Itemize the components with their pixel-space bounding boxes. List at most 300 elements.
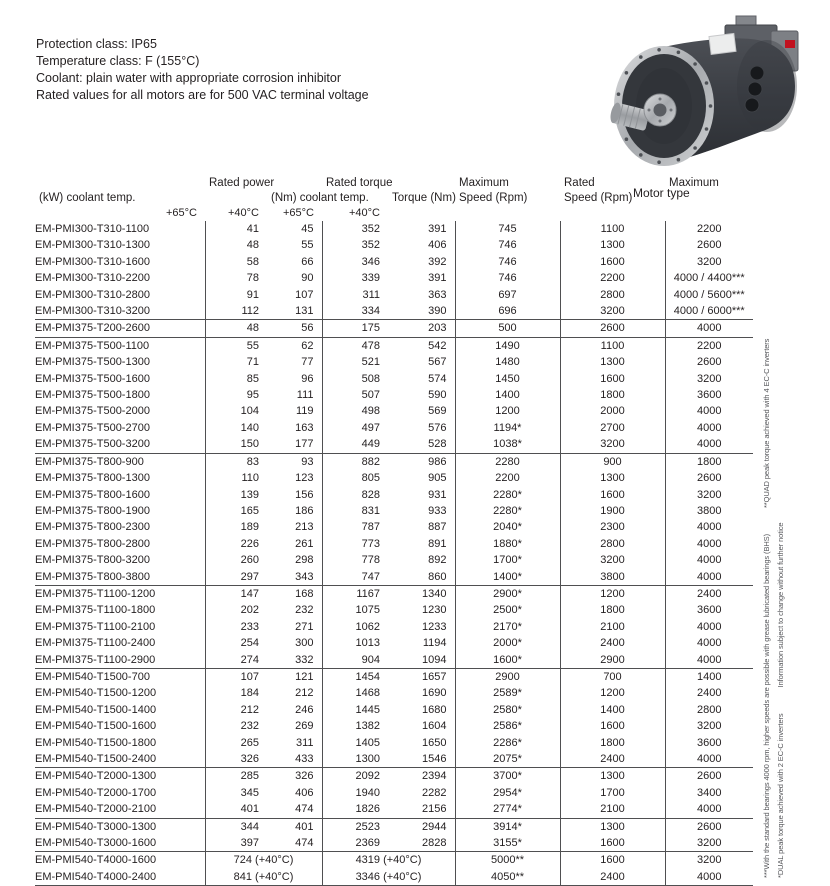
table-row: [35, 801, 753, 818]
torque-40-cell: 887: [428, 521, 447, 534]
torque-65-cell: 1382: [322, 718, 388, 734]
torque-40-cell: 1230: [422, 604, 447, 617]
torque-40-cell: 1650: [422, 736, 447, 749]
motor-type-cell: EM-PMI540-T3000-1300: [35, 820, 157, 833]
power-40-cell: 406: [295, 786, 314, 799]
power-40-cell: 311: [295, 736, 314, 749]
torque-65-cell: 1075: [322, 602, 388, 618]
max-torque-cell: 2280*: [455, 487, 560, 503]
torque-40-cell: 576: [428, 421, 447, 434]
power-65-cell: 139: [205, 487, 267, 503]
torque-40-cell: 1094: [388, 652, 455, 669]
max-torque-cell: 3700*: [455, 768, 560, 785]
footnote-column-2: [776, 523, 786, 879]
max-speed-cell: 3600: [665, 735, 753, 751]
torque-40-cell: 986: [428, 455, 447, 468]
rated-speed-cell: 1300: [560, 818, 665, 835]
power-40-cell: 269: [295, 720, 314, 733]
table-row: [35, 751, 753, 768]
power-40-cell: 433: [267, 751, 322, 768]
power-40-cell: 62: [301, 339, 314, 352]
max-torque-cell: 2200: [455, 470, 560, 486]
max-torque-cell: 2954*: [455, 785, 560, 801]
footnote-standard-bearings: ***With the standard bearings 4000 rpm, higher speeds are possible with grease lubricated bearings (BHS): [762, 534, 771, 878]
power-40-cell: 401: [295, 820, 314, 833]
torque-40-cell: 2828: [388, 835, 455, 852]
footnote-dual-torque: *DUAL peak torque achieved with 2 EC-C inverters: [776, 713, 785, 878]
header-power-40: +40°C: [227, 207, 259, 219]
torque-65-cell: 805: [322, 470, 388, 486]
torque-65-cell: 2092: [322, 768, 388, 785]
torque-65-cell: 778: [322, 552, 388, 568]
max-speed-cell: 4000: [665, 536, 753, 552]
motor-type-cell: EM-PMI375-T800-3200: [35, 554, 150, 567]
max-torque-cell: 2774*: [455, 801, 560, 818]
torque-combined-cell: 3346 (+40°C): [322, 869, 455, 886]
footnote-column-1: [762, 339, 772, 878]
rated-speed-cell: 1600: [560, 254, 665, 270]
spec-line-temperature: Temperature class: F (155°C): [36, 54, 200, 68]
table-row: [35, 420, 753, 436]
power-65-cell: 397: [205, 835, 267, 852]
power-65-cell: 110: [205, 470, 267, 486]
table-row: [35, 619, 753, 635]
power-40-cell: 271: [295, 620, 314, 633]
max-torque-cell: 2586*: [455, 718, 560, 734]
max-speed-cell: 2200: [665, 221, 753, 237]
table-row: [35, 552, 753, 568]
max-speed-cell: 4000: [665, 569, 753, 586]
max-torque-cell: 1200: [455, 403, 560, 419]
max-speed-cell: 4000: [665, 751, 753, 768]
table-row: [35, 487, 753, 503]
power-40-cell: 298: [295, 554, 314, 567]
max-torque-cell: 1700*: [455, 552, 560, 568]
power-65-cell: 95: [205, 387, 267, 403]
motor-type-cell: EM-PMI540-T4000-2400: [35, 869, 205, 886]
table-row: [35, 453, 753, 470]
power-40-cell: 300: [295, 637, 314, 650]
power-65-cell: 83: [205, 453, 267, 470]
rated-speed-cell: 2800: [560, 536, 665, 552]
max-speed-cell: 4000: [665, 635, 753, 651]
torque-65-cell: 339: [322, 270, 388, 286]
motor-type-cell: EM-PMI540-T3000-1600: [35, 835, 205, 852]
max-speed-cell: 4000: [665, 320, 753, 337]
torque-65-cell: 787: [322, 519, 388, 535]
rated-speed-cell: 1800: [560, 735, 665, 751]
torque-65-cell: 1013: [322, 635, 388, 651]
motor-type-cell: EM-PMI375-T500-1800: [35, 389, 150, 402]
table-header: [35, 176, 753, 221]
max-torque-cell: 1880*: [455, 536, 560, 552]
max-torque-cell: 2040*: [455, 519, 560, 535]
header-rated-speed-1: Rated: [564, 177, 595, 189]
torque-65-cell: 773: [322, 536, 388, 552]
max-torque-cell: 1490: [455, 337, 560, 354]
max-torque-cell: 1038*: [455, 436, 560, 453]
power-40-cell: 131: [267, 303, 322, 320]
power-65-cell: 285: [205, 768, 267, 785]
header-torque-65: +65°C: [282, 207, 314, 219]
power-65-cell: 184: [205, 685, 267, 701]
power-combined-cell: 724 (+40°C): [205, 852, 322, 869]
motor-type-cell: EM-PMI540-T1500-2400: [35, 751, 205, 768]
max-torque-cell: 1480: [455, 354, 560, 370]
torque-40-cell: 569: [428, 405, 447, 418]
header-rated-torque: Rated torque: [326, 177, 393, 189]
motor-spec-table: [35, 176, 753, 886]
rated-speed-cell: 1300: [560, 237, 665, 253]
table-row: [35, 768, 753, 785]
max-speed-cell: 4000: [665, 403, 753, 419]
power-40-cell: 45: [301, 223, 314, 235]
motor-type-cell: EM-PMI540-T2000-2100: [35, 801, 205, 818]
table-row: [35, 668, 753, 685]
max-speed-cell: 2600: [665, 354, 753, 370]
header-rated-power: Rated power: [209, 177, 275, 189]
motor-type-cell: EM-PMI375-T500-2700: [35, 421, 150, 434]
torque-65-cell: 478: [322, 337, 388, 354]
torque-65-cell: 449: [322, 436, 388, 453]
torque-65-cell: 1300: [322, 751, 388, 768]
rated-speed-cell: 2100: [560, 619, 665, 635]
rated-speed-cell: 2200: [560, 270, 665, 286]
max-speed-cell: 4000: [665, 652, 753, 669]
torque-65-cell: 828: [322, 487, 388, 503]
rated-speed-cell: 2900: [560, 652, 665, 669]
max-torque-cell: 2170*: [455, 619, 560, 635]
rated-speed-cell: 1900: [560, 503, 665, 519]
max-torque-cell: 1194*: [455, 420, 560, 436]
power-65-cell: 107: [205, 668, 267, 685]
rated-speed-cell: 1400: [560, 702, 665, 718]
max-torque-cell: 745: [455, 221, 560, 237]
power-65-cell: 55: [205, 337, 267, 354]
max-torque-cell: 1450: [455, 371, 560, 387]
motor-type-cell: EM-PMI375-T800-1300: [35, 472, 150, 485]
rated-speed-cell: 2600: [560, 320, 665, 337]
rated-speed-cell: 1600: [560, 371, 665, 387]
header-rated-power-sub: (kW) coolant temp.: [39, 192, 136, 204]
power-65-cell: 254: [205, 635, 267, 651]
torque-65-cell: 1826: [322, 801, 388, 818]
power-65-cell: 165: [205, 503, 267, 519]
torque-40-cell: 891: [428, 537, 447, 550]
motor-nameplate: [709, 33, 736, 54]
torque-40-cell: 933: [428, 504, 447, 517]
table-row: [35, 635, 753, 651]
table-row: [35, 470, 753, 486]
power-65-cell: 202: [205, 602, 267, 618]
torque-40-cell: 931: [428, 488, 447, 501]
motor-type-cell: EM-PMI540-T1500-1600: [35, 720, 157, 733]
torque-65-cell: 831: [322, 503, 388, 519]
power-40-cell: 474: [267, 835, 322, 852]
table-row: [35, 602, 753, 618]
motor-type-cell: EM-PMI300-T310-2200: [35, 272, 150, 285]
spec-line-protection: Protection class: IP65: [36, 37, 157, 51]
power-40-cell: 156: [295, 488, 314, 501]
motor-type-cell: EM-PMI540-T1500-1800: [35, 736, 157, 749]
table-row: [35, 403, 753, 419]
rated-speed-cell: 2400: [560, 869, 665, 886]
table-row: [35, 735, 753, 751]
rated-speed-cell: 2800: [560, 287, 665, 303]
torque-40-cell: 567: [428, 356, 447, 369]
table-row: [35, 818, 753, 835]
torque-40-cell: 391: [428, 272, 447, 285]
max-speed-cell: 4000 / 6000***: [665, 303, 753, 320]
max-torque-cell: 2280*: [455, 503, 560, 519]
motor-type-cell: EM-PMI375-T800-1600: [35, 488, 150, 501]
power-40-cell: 232: [295, 604, 314, 617]
power-40-cell: 163: [295, 421, 314, 434]
table-row: [35, 354, 753, 370]
power-65-cell: 150: [205, 436, 267, 453]
motor-red-label: [785, 40, 795, 48]
power-40-cell: 168: [295, 587, 314, 600]
power-40-cell: 121: [295, 670, 314, 683]
max-torque-cell: 2900: [455, 668, 560, 685]
footnote-info-subject: Information subject to change without further notice: [776, 522, 785, 688]
max-speed-cell: 4000: [665, 519, 753, 535]
power-40-cell: 246: [295, 703, 314, 716]
power-40-cell: 111: [296, 389, 314, 402]
motor-type-cell: EM-PMI375-T500-1100: [35, 339, 150, 352]
motor-type-cell: EM-PMI375-T800-2800: [35, 537, 150, 550]
rated-speed-cell: 1800: [560, 602, 665, 618]
power-65-cell: 344: [205, 818, 267, 835]
cable-gland-icon: [750, 66, 764, 80]
power-65-cell: 58: [205, 254, 267, 270]
power-65-cell: 85: [205, 371, 267, 387]
torque-40-cell: 892: [428, 554, 447, 567]
motor-type-cell: EM-PMI300-T310-1100: [35, 223, 150, 235]
power-65-cell: 233: [205, 619, 267, 635]
header-max-speed-2: Speed (Rpm): [564, 192, 633, 204]
motor-type-cell: EM-PMI375-T1100-2400: [35, 637, 156, 650]
table-row: [35, 371, 753, 387]
rated-speed-cell: 1200: [560, 685, 665, 701]
power-65-cell: 78: [205, 270, 267, 286]
motor-type-cell: EM-PMI540-T4000-1600: [35, 854, 157, 867]
max-speed-cell: 2600: [665, 237, 753, 253]
power-40-cell: 90: [301, 272, 314, 285]
power-40-cell: 186: [295, 504, 314, 517]
power-65-cell: 226: [205, 536, 267, 552]
max-speed-cell: 3600: [665, 387, 753, 403]
torque-65-cell: 1454: [322, 668, 388, 685]
table-row: [35, 835, 753, 852]
max-torque-cell: 697: [455, 287, 560, 303]
max-torque-cell: 3155*: [455, 835, 560, 852]
power-65-cell: 297: [205, 569, 267, 586]
motor-type-cell: EM-PMI540-T1500-1400: [35, 703, 157, 716]
power-65-cell: 212: [205, 702, 267, 718]
max-speed-cell: 4000: [665, 436, 753, 453]
torque-65-cell: 1445: [322, 702, 388, 718]
torque-65-cell: 1940: [322, 785, 388, 801]
power-40-cell: 343: [267, 569, 322, 586]
table-row: [35, 785, 753, 801]
max-speed-cell: 2600: [665, 768, 753, 785]
torque-40-cell: 2944: [422, 820, 447, 833]
max-speed-cell: 4000: [665, 619, 753, 635]
torque-40-cell: 574: [428, 372, 447, 385]
torque-65-cell: 352: [322, 221, 388, 237]
motor-type-cell: EM-PMI375-T200-2600: [35, 320, 205, 337]
power-65-cell: 48: [205, 320, 267, 337]
rated-speed-cell: 2400: [560, 635, 665, 651]
cable-gland-icon: [748, 82, 762, 96]
max-torque-cell: 5000**: [455, 852, 560, 869]
power-65-cell: 140: [205, 420, 267, 436]
motor-type-cell: EM-PMI375-T1100-2900: [35, 652, 205, 669]
torque-40-cell: 590: [428, 389, 447, 402]
torque-65-cell: 1167: [322, 585, 388, 602]
table-row: [35, 569, 753, 586]
torque-40-cell: 1340: [422, 587, 447, 600]
motor-type-cell: EM-PMI375-T500-1600: [35, 372, 150, 385]
max-torque-cell: 500: [455, 320, 560, 337]
torque-40-cell: 2282: [422, 786, 447, 799]
max-speed-cell: 2400: [665, 685, 753, 701]
table-row: [35, 536, 753, 552]
rated-speed-cell: 3200: [560, 303, 665, 320]
table-row: [35, 718, 753, 734]
power-40-cell: 213: [295, 521, 314, 534]
max-speed-cell: 3200: [665, 852, 753, 869]
max-torque-cell: 2500*: [455, 602, 560, 618]
power-65-cell: 189: [205, 519, 267, 535]
max-torque-cell: 746: [455, 237, 560, 253]
rated-speed-cell: 1600: [560, 835, 665, 852]
power-40-cell: 107: [295, 288, 314, 301]
motor-type-cell: EM-PMI375-T1100-1800: [35, 604, 156, 617]
rated-speed-cell: 1600: [560, 852, 665, 869]
power-40-cell: 93: [301, 455, 314, 468]
rated-speed-cell: 700: [560, 668, 665, 685]
torque-65-cell: 507: [322, 387, 388, 403]
rated-speed-cell: 1600: [560, 487, 665, 503]
motor-type-cell: EM-PMI540-T2000-1300: [35, 770, 157, 783]
max-torque-cell: 1400*: [455, 569, 560, 586]
torque-65-cell: 497: [322, 420, 388, 436]
max-speed-cell: 4000: [665, 801, 753, 818]
power-combined-cell: 841 (+40°C): [205, 869, 322, 886]
rated-speed-cell: 1100: [560, 337, 665, 354]
max-torque-cell: 2900*: [455, 585, 560, 602]
motor-type-cell: EM-PMI375-T1100-1200: [35, 587, 156, 600]
header-max-torque-1: Maximum: [459, 177, 509, 189]
torque-65-cell: 498: [322, 403, 388, 419]
rated-speed-cell: 1700: [560, 785, 665, 801]
max-torque-cell: 3914*: [455, 818, 560, 835]
power-40-cell: 119: [295, 405, 314, 418]
table-row: [35, 436, 753, 453]
max-speed-cell: 1400: [665, 668, 753, 685]
header-motor-type: Motor type: [633, 186, 690, 200]
max-torque-cell: 696: [455, 303, 560, 320]
max-speed-cell: 2400: [665, 585, 753, 602]
max-speed-cell: 4000 / 5600***: [665, 287, 753, 303]
power-40-cell: 261: [295, 537, 314, 550]
header-torque-40: +40°C: [348, 207, 380, 219]
motor-illustration: [598, 10, 824, 168]
max-torque-cell: 746: [455, 254, 560, 270]
torque-40-cell: 392: [428, 255, 447, 268]
torque-65-cell: 521: [322, 354, 388, 370]
torque-65-cell: 747: [322, 569, 388, 586]
max-speed-cell: 3200: [665, 718, 753, 734]
torque-40-cell: 1604: [422, 720, 447, 733]
torque-40-cell: 406: [428, 239, 447, 252]
power-65-cell: 41: [205, 221, 267, 237]
power-65-cell: 71: [205, 354, 267, 370]
power-65-cell: 91: [205, 287, 267, 303]
rated-speed-cell: 3800: [560, 569, 665, 586]
max-speed-cell: 2800: [665, 702, 753, 718]
torque-65-cell: 352: [322, 237, 388, 253]
torque-65-cell: 508: [322, 371, 388, 387]
spec-line-coolant: Coolant: plain water with appropriate corrosion inhibitor: [36, 71, 342, 85]
power-65-cell: 260: [205, 552, 267, 568]
motor-photo: [598, 10, 824, 168]
header-max-speed-1: Maximum: [669, 177, 719, 189]
torque-40-cell: 1233: [422, 620, 447, 633]
max-speed-cell: 1800: [665, 453, 753, 470]
motor-type-cell: EM-PMI375-T800-2300: [35, 521, 150, 534]
torque-65-cell: 334: [322, 303, 388, 320]
max-speed-cell: 3600: [665, 602, 753, 618]
rated-speed-cell: 1300: [560, 470, 665, 486]
torque-65-cell: 882: [322, 453, 388, 470]
max-torque-cell: 2075*: [455, 751, 560, 768]
rated-speed-cell: 1300: [560, 768, 665, 785]
header-max-torque-2: Torque (Nm): [392, 192, 456, 204]
table-row: [35, 519, 753, 535]
max-speed-cell: 3200: [665, 371, 753, 387]
motor-type-cell: EM-PMI375-T800-1900: [35, 504, 150, 517]
torque-65-cell: 1405: [322, 735, 388, 751]
rated-speed-cell: 1600: [560, 718, 665, 734]
max-speed-cell: 4000: [665, 869, 753, 886]
header-rated-torque-sub: (Nm) coolant temp.: [271, 192, 369, 204]
power-40-cell: 96: [301, 372, 314, 385]
motor-type-cell: EM-PMI375-T1100-2100: [35, 620, 156, 633]
power-65-cell: 112: [205, 303, 267, 320]
max-torque-cell: 2589*: [455, 685, 560, 701]
max-torque-cell: 1600*: [455, 652, 560, 669]
rated-speed-cell: 1200: [560, 585, 665, 602]
table-row: [35, 685, 753, 701]
torque-65-cell: 2523: [322, 818, 388, 835]
max-speed-cell: 2200: [665, 337, 753, 354]
table-row: [35, 702, 753, 718]
rated-speed-cell: 2000: [560, 403, 665, 419]
spec-summary: [36, 36, 369, 104]
footnote-quad-torque: **QUAD peak torque achieved with 4 EC-C inverters: [762, 338, 771, 509]
torque-40-cell: 1680: [422, 703, 447, 716]
torque-40-cell: 542: [428, 339, 447, 352]
power-40-cell: 332: [267, 652, 322, 669]
power-40-cell: 177: [267, 436, 322, 453]
rated-speed-cell: 1300: [560, 354, 665, 370]
torque-65-cell: 1468: [322, 685, 388, 701]
max-speed-cell: 2600: [665, 470, 753, 486]
motor-type-cell: EM-PMI300-T310-1300: [35, 239, 150, 252]
